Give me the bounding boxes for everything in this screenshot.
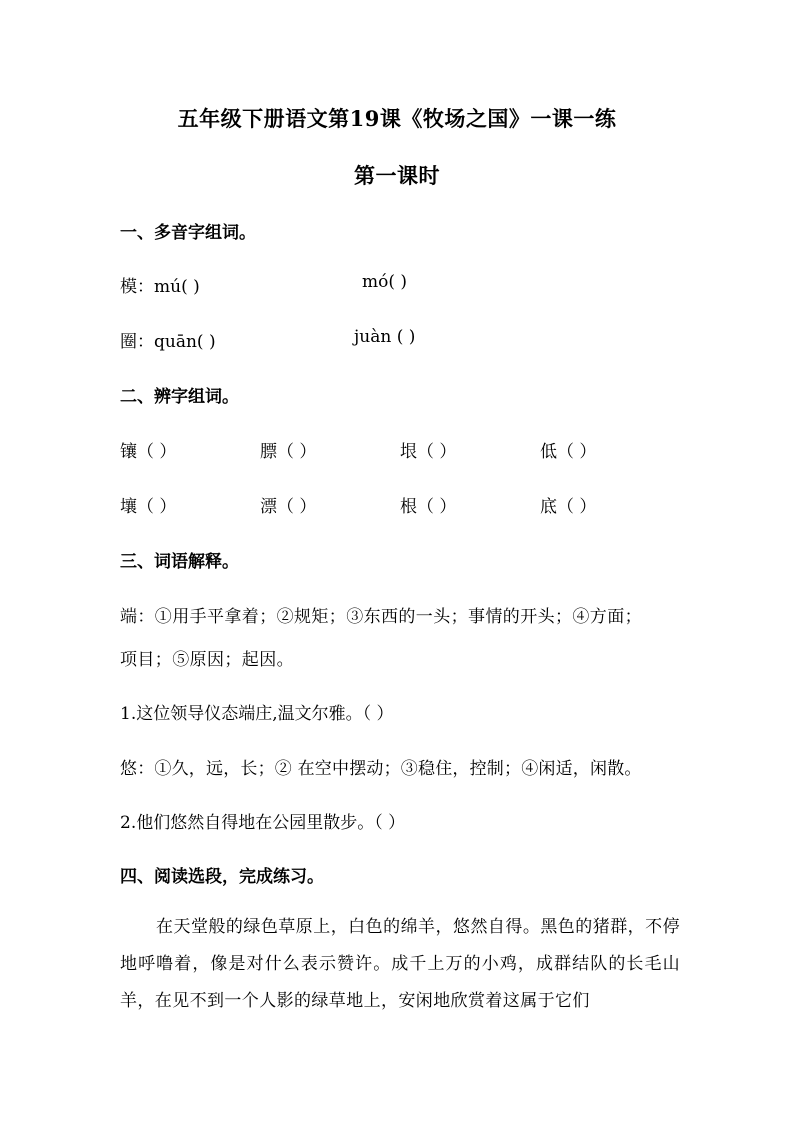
polyphone-reading-right: juàn ( ) (354, 327, 416, 347)
polyphone-row-quan (120, 327, 216, 352)
reading-passage: 在天堂般的绿色草原上，白色的绵羊，悠然自得。黑色的猪群，不停地呼噜着，像是对什么表示赞许。成千上万的小鸡，成群结队的长毛山羊，在见不到一个人影的绿草地上，安闲地欣赏着这属于它们 (120, 917, 680, 1011)
char-compare-item: 漂（ ） (260, 497, 317, 517)
char-compare-item: 低（ ） (540, 442, 597, 462)
section2-heading: 二、辨字组词。 (120, 387, 239, 407)
char-compare-item: 壤（ ） (120, 497, 177, 517)
char-compare-item: 底（ ） (540, 497, 597, 517)
page-title: 五年级下册语文第19课《牧场之国》一课一练 (177, 106, 617, 131)
char-compare-item: 镶（ ） (120, 442, 177, 462)
section1-heading: 一、多音字组词。 (120, 223, 256, 243)
polyphone-reading-right: mó( ) (362, 272, 408, 292)
polyphone-char-label: 圈： (120, 332, 154, 352)
char-compare-item: 垠（ ） (400, 442, 457, 462)
polyphone-reading-left: mú( ) (154, 277, 200, 297)
polyphone-row-mu (120, 272, 200, 297)
polyphone-reading-left: quān( ) (154, 332, 216, 352)
question-1: 1.这位领导仪态端庄,温文尔雅。（ ） (120, 704, 394, 724)
question-2: 2.他们悠然自得地在公园里散步。（ ） (120, 813, 406, 833)
definition-duan-line2: 项目；⑤原因；起因。 (120, 650, 294, 670)
section3-heading: 三、词语解释。 (120, 552, 239, 572)
definition-duan-line1: 端：①用手平拿着；②规矩；③东西的一头；事情的开头；④方面； (120, 607, 642, 627)
polyphone-char-label: 模： (120, 277, 154, 297)
lesson-subtitle: 第一课时 (354, 163, 440, 188)
definition-you: 悠：①久，远，长；② 在空中摆动；③稳住，控制；④闲适，闲散。 (120, 759, 642, 779)
char-compare-item: 膘（ ） (260, 442, 317, 462)
char-compare-item: 根（ ） (400, 497, 457, 517)
section4-heading: 四、阅读选段，完成练习。 (120, 867, 324, 887)
